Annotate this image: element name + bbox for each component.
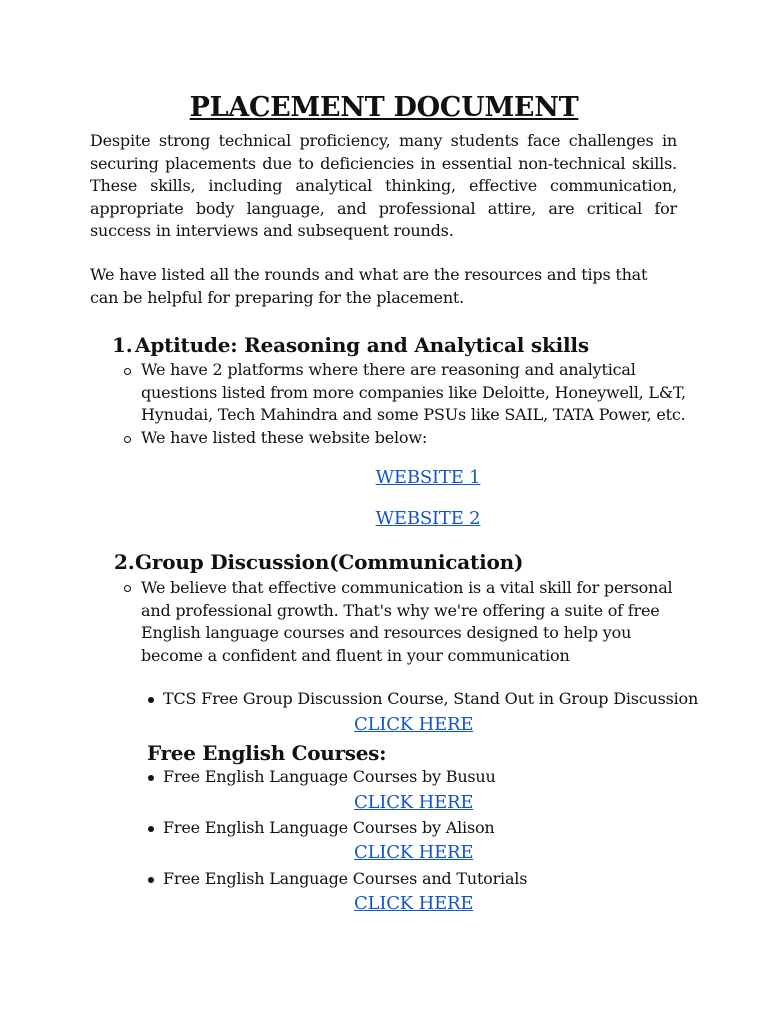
page-title: PLACEMENT DOCUMENT [189, 92, 579, 123]
section2-heading: Group Discussion(Communication) [135, 550, 524, 574]
intro-paragraph: Despite strong technical proficiency, many students face challenges in securing placements due to deficiencies in essential non-technical skills. These skills, including analytical thinking, effective communication, appropriate body language, and professional attire, are critical for success in interviews and subsequent rounds. [90, 131, 677, 240]
section1-bullet-2: We have listed these website below: [141, 428, 428, 447]
website-1-link[interactable]: WEBSITE 1 [375, 467, 481, 488]
course-item-alison: Free English Language Courses by Alison [163, 818, 495, 837]
section1-heading: Aptitude: Reasoning and Analytical skills [135, 333, 589, 357]
section1-bullet-1: We have 2 platforms where there are reasoning and analytical questions listed from more companies like Deloitte, Honeywell, L&T, Hynudai, Tech Mahindra and some PSUs like SAIL, TATA Power, etc. [141, 360, 686, 424]
dot-bullet-icon [148, 775, 154, 781]
course-link-busuu[interactable]: CLICK HERE [354, 792, 474, 813]
circle-bullet-icon [124, 368, 131, 375]
courses-heading: Free English Courses: [147, 741, 387, 765]
circle-bullet-icon [124, 436, 131, 443]
dot-bullet-icon [148, 877, 154, 883]
gd-course-item: TCS Free Group Discussion Course, Stand Out in Group Discussion [163, 689, 699, 708]
website-2-link[interactable]: WEBSITE 2 [375, 508, 481, 529]
section2-bullet: We believe that effective communication is a vital skill for personal and professional growth. That's why we're offering a suite of free English language courses and resources designed to help you become a confident and fluent in your communication [141, 578, 673, 665]
course-link-alison[interactable]: CLICK HERE [354, 842, 474, 863]
section1-number: 1. [112, 333, 133, 357]
gd-course-link[interactable]: CLICK HERE [354, 714, 474, 735]
course-item-busuu: Free English Language Courses by Busuu [163, 767, 496, 786]
circle-bullet-icon [124, 585, 131, 592]
course-link-tutorials[interactable]: CLICK HERE [354, 893, 474, 914]
course-item-tutorials: Free English Language Courses and Tutorials [163, 869, 528, 888]
section2-number: 2. [114, 550, 135, 574]
dot-bullet-icon [148, 697, 154, 703]
intro-paragraph-2: We have listed all the rounds and what are the resources and tips that can be helpful for preparing for the placement. [90, 265, 648, 307]
dot-bullet-icon [148, 826, 154, 832]
